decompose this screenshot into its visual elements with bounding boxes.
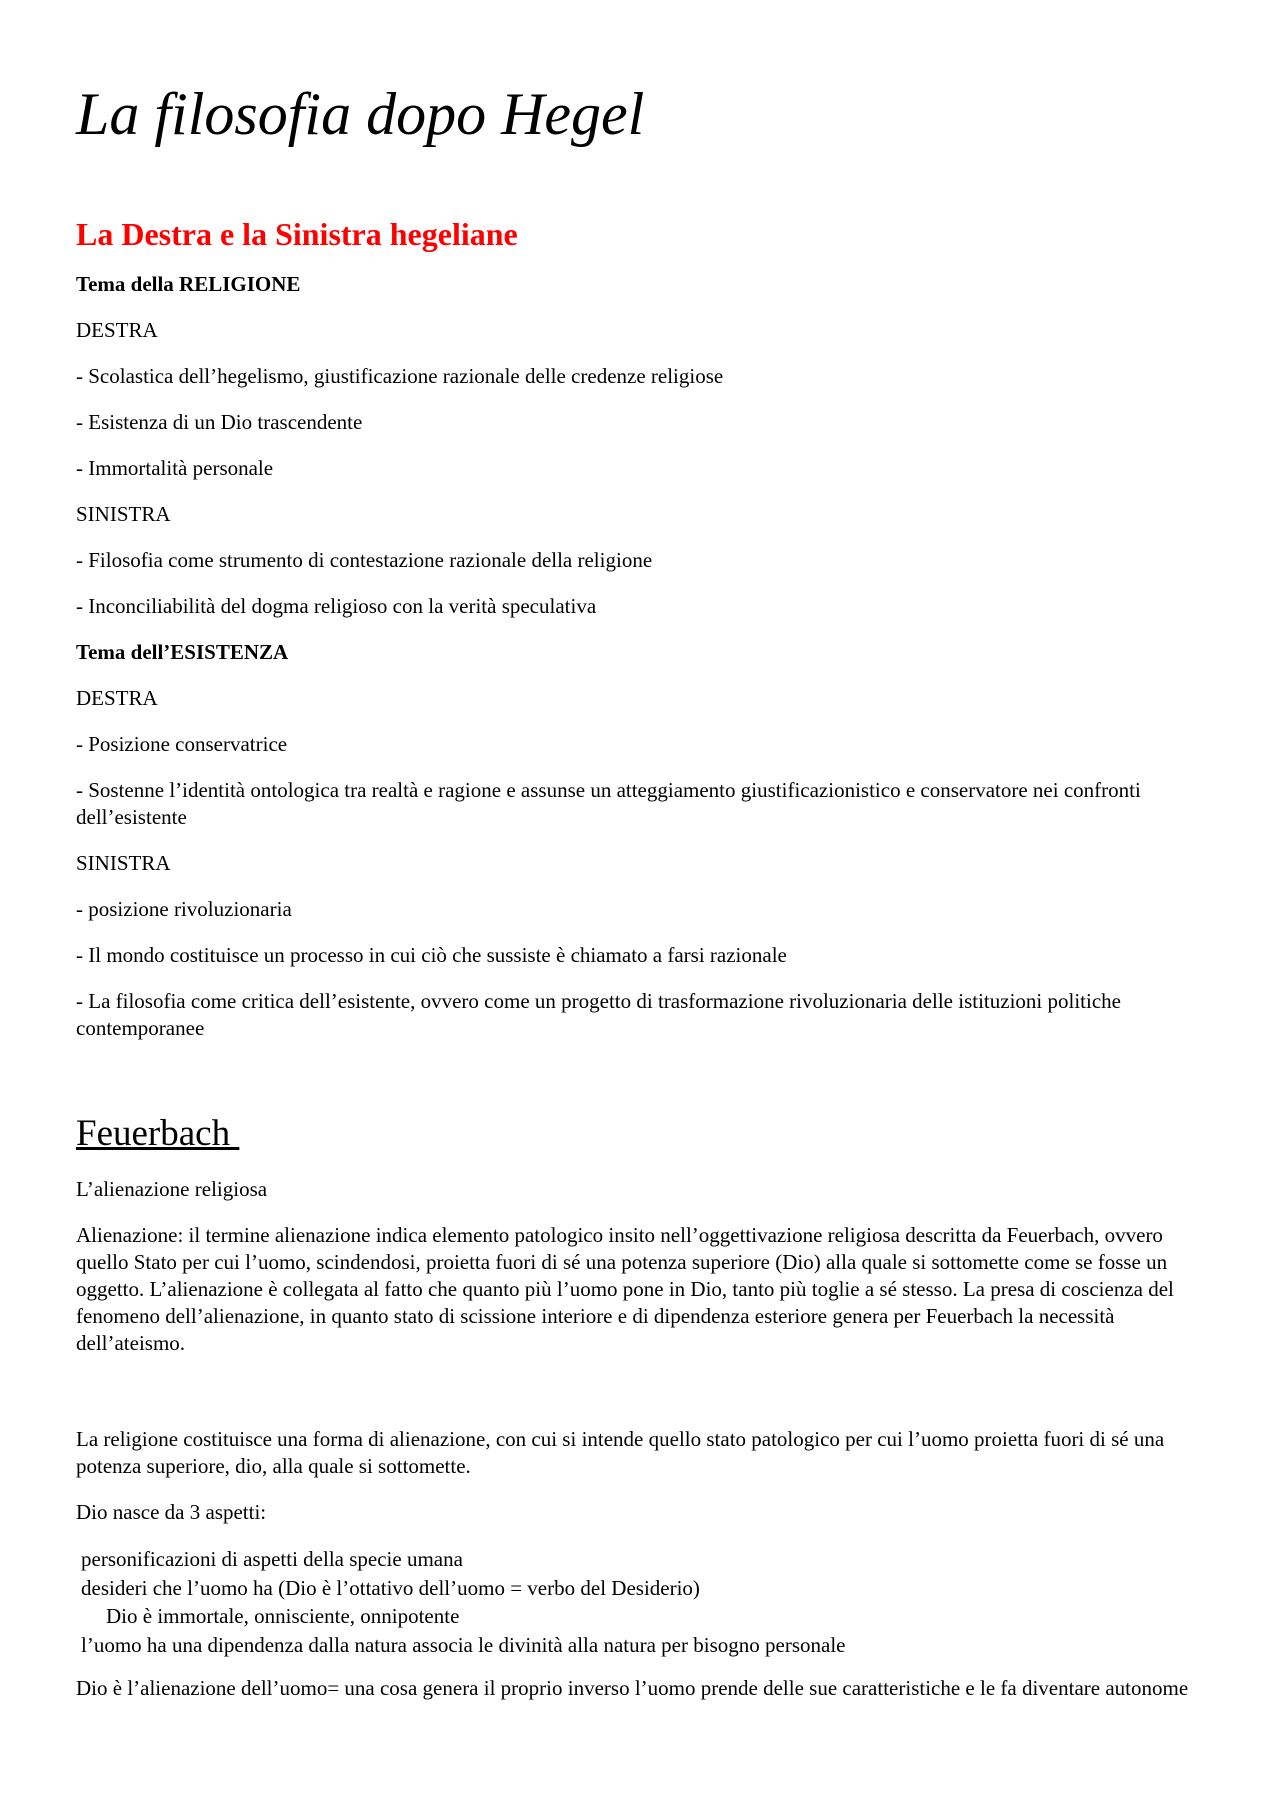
section-heading-destra-sinistra: La Destra e la Sinistra hegeliane [76, 216, 518, 252]
list-item: - Filosofia come strumento di contestazione razionale della religione [76, 548, 653, 572]
list-item: Dio è immortale, onnisciente, onnipotente [106, 1604, 460, 1628]
list-item: - Scolastica dell’hegelismo, giustificazione razionale delle credenze religiose [76, 364, 724, 388]
destra-label: DESTRA [76, 686, 158, 710]
theme-label-religione: Tema della RELIGIONE [76, 272, 301, 296]
document-title: La filosofia dopo Hegel [76, 81, 645, 147]
aspetti-list [76, 1545, 1204, 1659]
subtitle-alienazione: L’alienazione religiosa [76, 1177, 268, 1201]
list-item: - La filosofia come critica dell’esistente, ovvero come un progetto di trasformazione rivoluzionaria delle istituzioni politiche contemporanee [76, 989, 1121, 1040]
list-item: - Inconciliabilità del dogma religioso con la verità speculativa [76, 594, 597, 618]
list-item: - Il mondo costituisce un processo in cui ciò che sussiste è chiamato a farsi razionale [76, 943, 787, 967]
list-item: - posizione rivoluzionaria [76, 897, 292, 921]
paragraph-closing: Dio è l’alienazione dell’uomo= una cosa genera il proprio inverso l’uomo prende delle sue caratteristiche e le fa diventare autonome [76, 1676, 1189, 1700]
sinistra-label: SINISTRA [76, 851, 171, 875]
list-item: - Esistenza di un Dio trascendente [76, 410, 363, 434]
list-item: - Immortalità personale [76, 456, 274, 480]
aspetti-intro: Dio nasce da 3 aspetti: [76, 1500, 267, 1524]
theme-label-esistenza: Tema dell’ESISTENZA [76, 640, 289, 664]
section-heading-feuerbach: Feuerbach [76, 1113, 240, 1154]
spacer [76, 1376, 1204, 1426]
destra-label: DESTRA [76, 318, 158, 342]
paragraph-religione: La religione costituisce una forma di alienazione, con cui si intende quello stato patologico per cui l’uomo proietta fuori di sé una potenza superiore, dio, alla quale si sottomette. [76, 1427, 1165, 1478]
list-item: desideri che l’uomo ha (Dio è l’ottativo dell’uomo = verbo del Desiderio) [81, 1575, 700, 1600]
list-item: - Sostenne l’identità ontologica tra realtà e ragione e assunse un atteggiamento giustificazionistico e conservatore nei confronti dell’esistente [76, 778, 1141, 829]
sinistra-label: SINISTRA [76, 502, 171, 526]
list-item: - Posizione conservatrice [76, 732, 288, 756]
list-item: l’uomo ha una dipendenza dalla natura associa le divinità alla natura per bisogno personale [81, 1632, 846, 1657]
list-item: personificazioni di aspetti della specie umana [81, 1547, 463, 1571]
paragraph-alienazione: Alienazione: il termine alienazione indica elemento patologico insito nell’oggettivazione religiosa descritta da Feuerbach, ovvero quello Stato per cui l’uomo, scindendosi, proietta fuori di sé una potenza superiore (Dio) alla quale si sottomette come se fosse un oggetto. L’alienazione è collegata al fatto che quanto più l’uomo pone in Dio, tanto più toglie a sé stesso. La presa di coscienza del fenomeno dell’alienazione, in quanto stato di scissione interiore e di dipendenza esteriore genera per Feuerbach la necessità dell’ateismo. [76, 1223, 1174, 1355]
